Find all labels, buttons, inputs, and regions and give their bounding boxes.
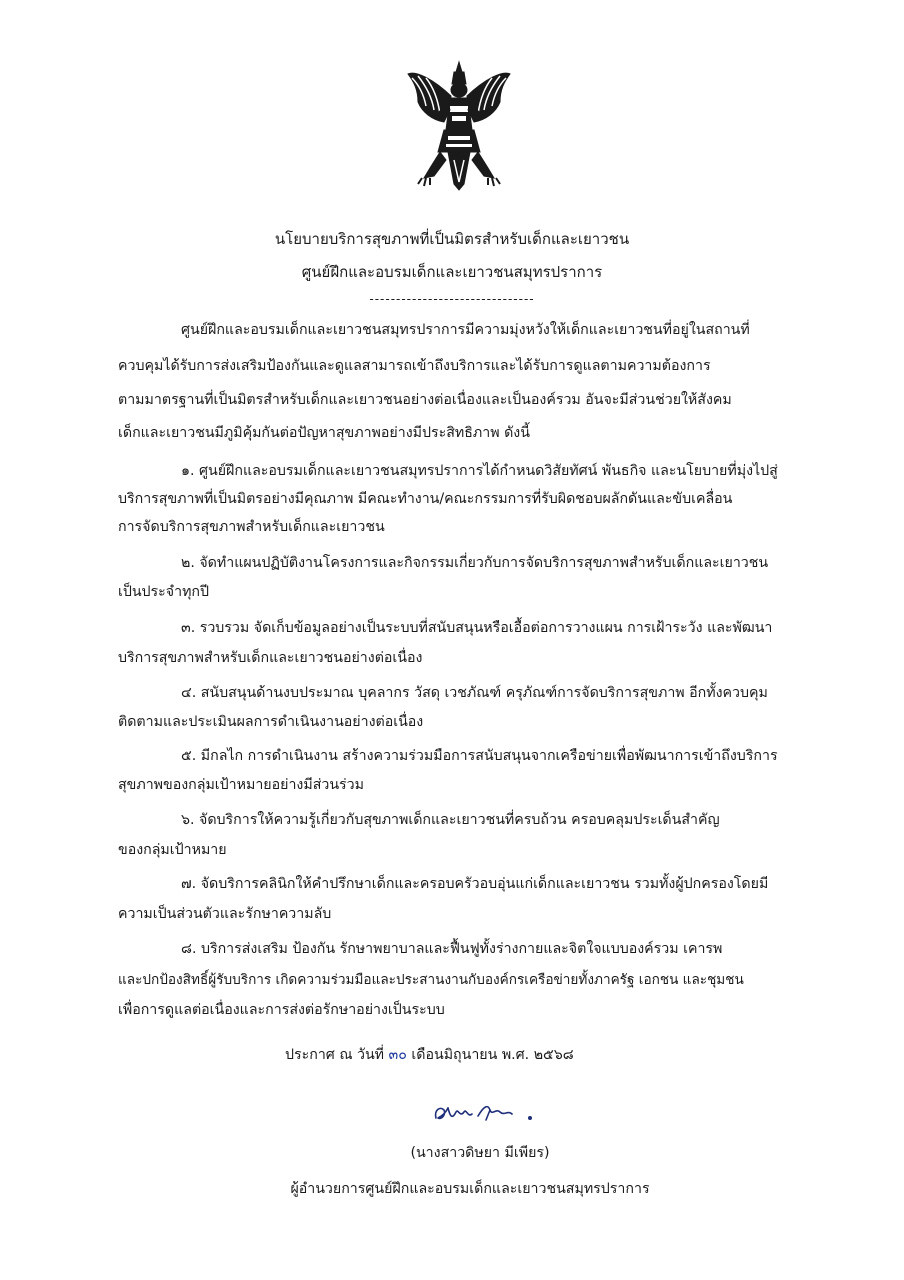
policy-item-8-line: และปกป้องสิทธิ์ผู้รับบริการ เกิดความร่วมมือและประสานงานกับองค์กรเครือข่ายทั้งภาครัฐ เอกชน และชุมชน [118,972,744,988]
policy-item-3-line: ๓. รวบรวม จัดเก็บข้อมูลอย่างเป็นระบบที่สนับสนุนหรือเอื้อต่อการวางแผน การเฝ้าระวัง และพัฒนา [181,620,773,636]
announcement-prefix: ประกาศ ณ วันที่ [285,1047,385,1063]
policy-item-8-line: เพื่อการดูแลต่อเนื่องและการส่งต่อรักษาอย่างเป็นระบบ [118,1002,445,1018]
organization-name: ศูนย์ฝึกและอบรมเด็กและเยาวชนสมุทรปราการ [301,263,603,281]
document-title: นโยบายบริการสุขภาพที่เป็นมิตรสำหรับเด็กและเยาวชน [274,230,630,248]
policy-item-3-line: บริการสุขภาพสำหรับเด็กและเยาวชนอย่างต่อเนื่อง [118,650,423,666]
policy-item-6-line: ๖. จัดบริการให้ความรู้เกี่ยวกับสุขภาพเด็กและเยาวชนที่ครบถ้วน ครอบคลุมประเด็นสำคัญ [181,812,720,828]
policy-item-7-line: ๗. จัดบริการคลินิกให้คำปรึกษาเด็กและครอบครัวอบอุ่นแก่เด็กและเยาวชน รวมทั้งผู้ปกครองโดยมี [181,876,769,892]
policy-item-7-line: ความเป็นส่วนตัวและรักษาความลับ [118,906,332,922]
title-divider: ------------------------------- [369,292,535,306]
announcement-day: ๓๐ [388,1047,407,1063]
handwritten-signature-icon [430,1098,540,1128]
policy-item-2-line: เป็นประจำทุกปี [118,584,210,600]
policy-item-2-line: ๒. จัดทำแผนปฏิบัติงานโครงการและกิจกรรมเกี่ยวกับการจัดบริการสุขภาพสำหรับเด็กและเยาวชน [181,555,769,571]
intro-line: ควบคุมได้รับการส่งเสริมป้องกันและดูแลสามารถเข้าถึงบริการและได้รับการดูแลตามความต้องการ [118,358,711,374]
announcement-suffix: เดือนมิถุนายน พ.ศ. ๒๕๖๘ [411,1047,574,1063]
policy-item-1-line: การจัดบริการสุขภาพสำหรับเด็กและเยาวชน [118,519,385,535]
policy-item-8-line: ๘. บริการส่งเสริม ป้องกัน รักษาพยาบาลและฟื้นฟูทั้งร่างกายและจิตใจแบบองค์รวม เคารพ [181,941,723,957]
intro-line: เด็กและเยาวชนมีภูมิคุ้มกันต่อปัญหาสุขภาพอย่างมีประสิทธิภาพ ดังนี้ [118,425,530,441]
policy-item-1-line: บริการสุขภาพที่เป็นมิตรอย่างมีคุณภาพ มีคณะทำงาน/คณะกรรมการที่รับผิดชอบผลักดันและขับเคลื่อน [118,491,733,507]
announcement-date [285,1045,574,1065]
signer-name: (นางสาวดิษยา มีเพียร) [410,1145,550,1161]
policy-item-4-line: ติดตามและประเมินผลการดำเนินงานอย่างต่อเนื่อง [118,714,424,730]
policy-item-5-line: สุขภาพของกลุ่มเป้าหมายอย่างมีส่วนร่วม [118,777,364,793]
policy-item-1-line: ๑. ศูนย์ฝึกและอบรมเด็กและเยาวชนสมุทรปราการได้กำหนดวิสัยทัศน์ พันธกิจ และนโยบายที่มุ่งไปสู่ [181,463,778,479]
intro-line: ตามมาตรฐานที่เป็นมิตรสำหรับเด็กและเยาวชนอย่างต่อเนื่องและเป็นองค์รวม อันจะมีส่วนช่วยให้สังคม [118,392,732,408]
intro-line: ศูนย์ฝึกและอบรมเด็กและเยาวชนสมุทรปราการมีความมุ่งหวังให้เด็กและเยาวชนที่อยู่ในสถานที่ [181,322,750,338]
policy-item-6-line: ของกลุ่มเป้าหมาย [118,842,227,858]
policy-item-5-line: ๕. มีกลไก การดำเนินงาน สร้างความร่วมมือการสนับสนุนจากเครือข่ายเพื่อพัฒนาการเข้าถึงบริการ [181,748,778,764]
garuda-emblem-icon [404,60,514,195]
signer-position: ผู้อำนวยการศูนย์ฝึกและอบรมเด็กและเยาวชนสมุทรปราการ [290,1181,650,1197]
policy-item-4-line: ๔. สนับสนุนด้านงบประมาณ บุคลากร วัสดุ เวชภัณฑ์ ครุภัณฑ์การจัดบริการสุขภาพ อีกทั้งควบคุม [181,685,768,701]
